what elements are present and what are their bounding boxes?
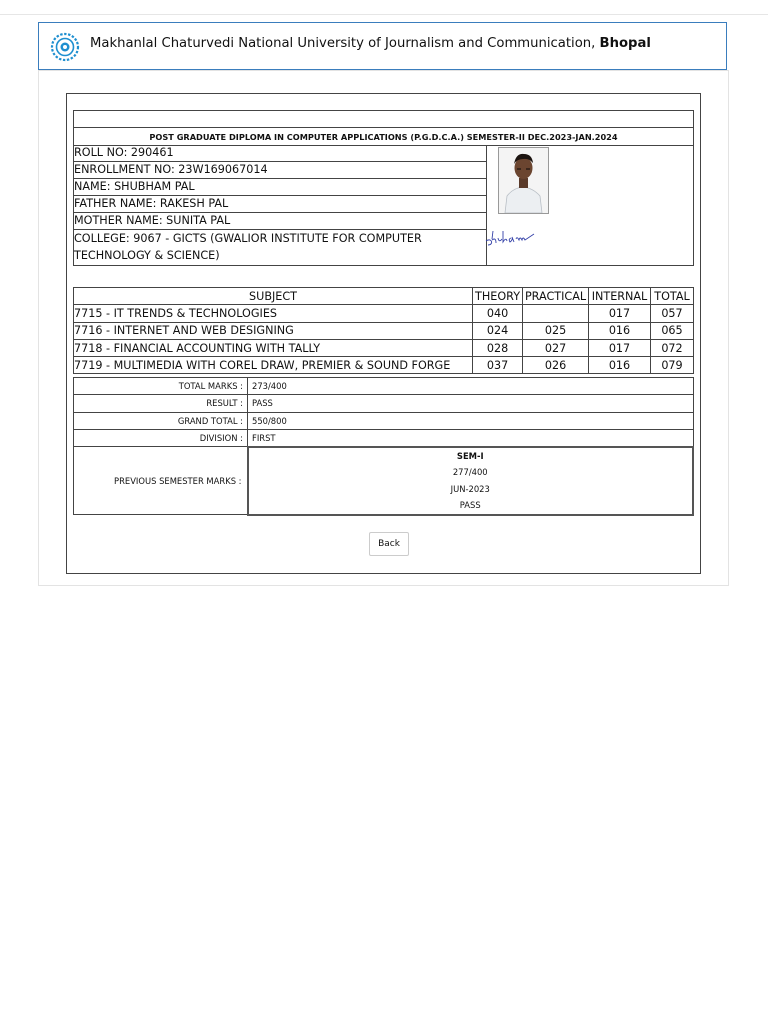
mother-name: MOTHER NAME: SUNITA PAL: [74, 213, 486, 230]
grand-total-label: GRAND TOTAL :: [74, 412, 248, 429]
division-label: DIVISION :: [74, 429, 248, 446]
student-signature: [484, 225, 538, 249]
table-row: [74, 357, 694, 374]
exam-header-table: [73, 110, 694, 146]
prev-sem-name: SEM-I: [456, 450, 484, 461]
col-internal: INTERNAL: [589, 288, 651, 305]
theory-cell: 040: [473, 305, 523, 322]
previous-semester-marks: [248, 447, 694, 515]
total-cell: 079: [650, 357, 693, 374]
internal-cell: 017: [589, 305, 651, 322]
summary-table: [73, 377, 694, 516]
col-theory: THEORY: [473, 288, 523, 305]
total-marks-label: TOTAL MARKS :: [74, 378, 248, 395]
col-practical: PRACTICAL: [523, 288, 589, 305]
university-city: Bhopal: [599, 36, 651, 51]
theory-cell: 028: [473, 339, 523, 356]
practical-cell: [523, 305, 589, 322]
col-subject: SUBJECT: [74, 288, 473, 305]
college-name: COLLEGE: 9067 - GICTS (GWALIOR INSTITUTE FOR COMPUTER TECHNOLOGY & SCIENCE): [74, 232, 422, 262]
exam-title: POST GRADUATE DIPLOMA IN COMPUTER APPLICATIONS (P.G.D.C.A.) SEMESTER-II DEC.2023-JAN.2024: [74, 128, 694, 146]
prev-sem-marks: 277/400: [452, 467, 488, 478]
total-cell: 072: [650, 339, 693, 356]
top-divider: [0, 14, 768, 15]
total-marks-value: 273/400: [248, 378, 694, 395]
back-button[interactable]: Back: [369, 532, 409, 556]
prev-sem-result: PASS: [459, 500, 481, 511]
division-value: FIRST: [248, 429, 694, 446]
internal-cell: 016: [589, 357, 651, 374]
marks-table: [73, 287, 694, 374]
practical-cell: 026: [523, 357, 589, 374]
result-label: RESULT :: [74, 395, 248, 412]
blank-row: [74, 111, 694, 128]
student-name: NAME: SHUBHAM PAL: [74, 179, 486, 196]
total-cell: 057: [650, 305, 693, 322]
father-name: FATHER NAME: RAKESH PAL: [74, 196, 486, 213]
marks-header-row: [74, 288, 694, 305]
theory-cell: 024: [473, 322, 523, 339]
previous-semester-label: PREVIOUS SEMESTER MARKS :: [74, 447, 248, 515]
student-photo: [498, 147, 549, 214]
total-cell: 065: [650, 322, 693, 339]
page-header: [38, 22, 727, 70]
university-name: Makhanlal Chaturvedi National University of Journalism and Communication,: [90, 36, 600, 51]
student-info: [73, 145, 694, 266]
university-logo-icon: [50, 32, 80, 62]
subject-cell: 7716 - INTERNET AND WEB DESIGNING: [74, 322, 473, 339]
university-title: [90, 36, 651, 51]
table-row: [74, 339, 694, 356]
practical-cell: 025: [523, 322, 589, 339]
table-row: [74, 322, 694, 339]
subject-cell: 7718 - FINANCIAL ACCOUNTING WITH TALLY: [74, 339, 473, 356]
internal-cell: 016: [589, 322, 651, 339]
enrollment-no: ENROLLMENT NO: 23W169067014: [74, 162, 486, 179]
grand-total-value: 550/800: [248, 412, 694, 429]
internal-cell: 017: [589, 339, 651, 356]
roll-no: ROLL NO: 290461: [74, 145, 486, 162]
prev-sem-session: JUN-2023: [450, 483, 490, 494]
subject-cell: 7719 - MULTIMEDIA WITH COREL DRAW, PREMIER & SOUND FORGE: [74, 357, 473, 374]
practical-cell: 027: [523, 339, 589, 356]
theory-cell: 037: [473, 357, 523, 374]
table-row: [74, 305, 694, 322]
subject-cell: 7715 - IT TRENDS & TECHNOLOGIES: [74, 305, 473, 322]
result-value: PASS: [248, 395, 694, 412]
col-total: TOTAL: [650, 288, 693, 305]
